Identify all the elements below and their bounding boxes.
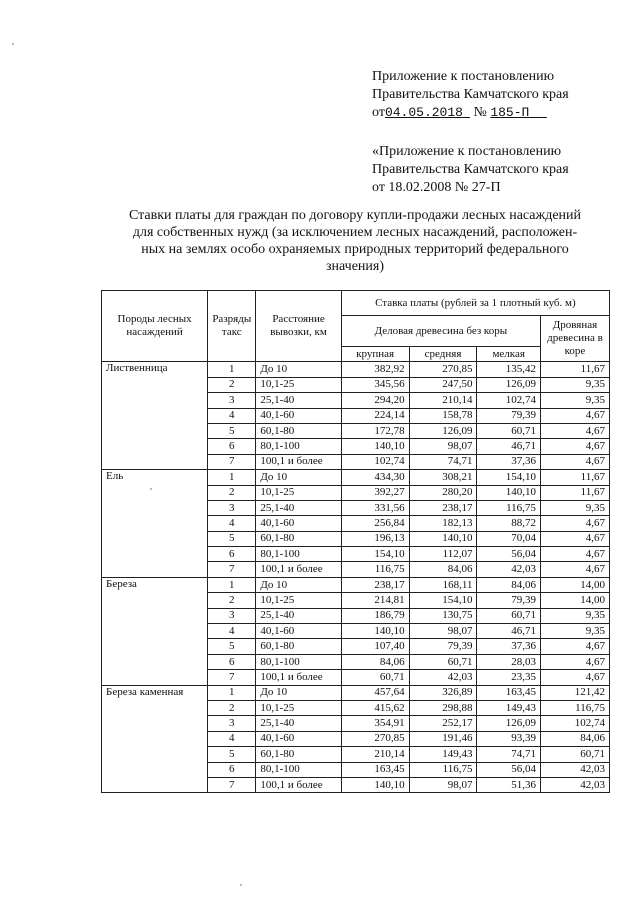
small-rate-cell: 46,71 [477, 624, 540, 639]
firewood-rate-cell: 116,75 [540, 700, 609, 715]
large-rate-cell: 392,27 [341, 485, 409, 500]
from-prefix: от [372, 105, 385, 120]
header-grades: Разряды такс [208, 291, 256, 362]
title-line: для собственных нужд (за исключением лесных насаждений, расположен- [132, 225, 578, 240]
large-rate-cell: 163,45 [341, 762, 409, 777]
firewood-rate-cell: 9,35 [540, 500, 609, 515]
large-rate-cell: 294,20 [341, 393, 409, 408]
medium-rate-cell: 98,07 [409, 439, 477, 454]
header-rate: Ставка платы (рублей за 1 плотный куб. м) [341, 291, 609, 316]
large-rate-cell: 457,64 [341, 685, 409, 700]
distance-cell: До 10 [256, 685, 341, 700]
large-rate-cell: 140,10 [341, 624, 409, 639]
firewood-rate-cell: 9,35 [540, 393, 609, 408]
species-cell: Береза [102, 577, 208, 685]
header-distance: Расстояние вывозки, км [256, 291, 341, 362]
title-line: Ставки платы для граждан по договору купли-продажи лесных насаждений [128, 208, 582, 223]
grade-cell: 7 [208, 670, 256, 685]
small-rate-cell: 154,10 [477, 470, 540, 485]
title-line: ных на землях особо охраняемых природных территорий федерального [141, 242, 569, 257]
large-rate-cell: 172,78 [341, 423, 409, 438]
large-rate-cell: 415,62 [341, 700, 409, 715]
firewood-rate-cell: 4,67 [540, 423, 609, 438]
firewood-rate-cell: 4,67 [540, 439, 609, 454]
species-cell: Лиственница [102, 362, 208, 470]
header-firewood: Дровяная древесина в коре [540, 316, 609, 362]
distance-cell: 60,1-80 [256, 747, 341, 762]
distance-cell: 40,1-60 [256, 624, 341, 639]
small-rate-cell: 60,71 [477, 608, 540, 623]
medium-rate-cell: 298,88 [409, 700, 477, 715]
small-rate-cell: 37,36 [477, 639, 540, 654]
large-rate-cell: 270,85 [341, 731, 409, 746]
large-rate-cell: 214,81 [341, 593, 409, 608]
rates-table [101, 290, 610, 793]
medium-rate-cell: 168,11 [409, 577, 477, 592]
grade-cell: 4 [208, 516, 256, 531]
orig-line-1: «Приложение к постановлению [372, 144, 562, 159]
grade-cell: 5 [208, 747, 256, 762]
firewood-rate-cell: 42,03 [540, 777, 609, 792]
distance-cell: 80,1-100 [256, 439, 341, 454]
large-rate-cell: 84,06 [341, 654, 409, 669]
distance-cell: 25,1-40 [256, 500, 341, 515]
firewood-rate-cell: 121,42 [540, 685, 609, 700]
grade-cell: 7 [208, 777, 256, 792]
medium-rate-cell: 280,20 [409, 485, 477, 500]
large-rate-cell: 331,56 [341, 500, 409, 515]
header-medium: средняя [409, 347, 477, 362]
small-rate-cell: 56,04 [477, 762, 540, 777]
original-appendix-header [372, 143, 569, 197]
grade-cell: 3 [208, 393, 256, 408]
distance-cell: 40,1-60 [256, 731, 341, 746]
distance-cell: 25,1-40 [256, 608, 341, 623]
large-rate-cell: 107,40 [341, 639, 409, 654]
header-small: мелкая [477, 347, 540, 362]
medium-rate-cell: 130,75 [409, 608, 477, 623]
small-rate-cell: 84,06 [477, 577, 540, 592]
firewood-rate-cell: 4,67 [540, 562, 609, 577]
large-rate-cell: 434,30 [341, 470, 409, 485]
distance-cell: 40,1-60 [256, 516, 341, 531]
title-line: значения) [325, 259, 385, 274]
distance-cell: 25,1-40 [256, 393, 341, 408]
small-rate-cell: 28,03 [477, 654, 540, 669]
distance-cell: 10,1-25 [256, 700, 341, 715]
firewood-rate-cell: 84,06 [540, 731, 609, 746]
medium-rate-cell: 60,71 [409, 654, 477, 669]
grade-cell: 5 [208, 639, 256, 654]
medium-rate-cell: 74,71 [409, 454, 477, 469]
species-cell: Ель [102, 470, 208, 578]
small-rate-cell: 140,10 [477, 485, 540, 500]
distance-cell: 100,1 и более [256, 670, 341, 685]
grade-cell: 7 [208, 454, 256, 469]
large-rate-cell: 345,56 [341, 377, 409, 392]
grade-cell: 6 [208, 654, 256, 669]
large-rate-cell: 116,75 [341, 562, 409, 577]
medium-rate-cell: 182,13 [409, 516, 477, 531]
grade-cell: 1 [208, 470, 256, 485]
header-business-wood: Деловая древесина без коры [341, 316, 540, 347]
large-rate-cell: 256,84 [341, 516, 409, 531]
small-rate-cell: 88,72 [477, 516, 540, 531]
grade-cell: 2 [208, 700, 256, 715]
large-rate-cell: 238,17 [341, 577, 409, 592]
resolution-number: 185-П [490, 105, 530, 120]
firewood-rate-cell: 4,67 [540, 639, 609, 654]
appendix-header [372, 68, 569, 122]
small-rate-cell: 93,39 [477, 731, 540, 746]
medium-rate-cell: 158,78 [409, 408, 477, 423]
appendix-line-1: Приложение к постановлению [372, 69, 555, 84]
medium-rate-cell: 238,17 [409, 500, 477, 515]
firewood-rate-cell: 14,00 [540, 593, 609, 608]
small-rate-cell: 149,43 [477, 700, 540, 715]
grade-cell: 1 [208, 685, 256, 700]
grade-cell: 3 [208, 500, 256, 515]
grade-cell: 5 [208, 531, 256, 546]
distance-cell: 25,1-40 [256, 716, 341, 731]
rates-body [102, 362, 610, 793]
firewood-rate-cell: 11,67 [540, 470, 609, 485]
appendix-line-2: Правительства Камчатского края [372, 87, 569, 102]
small-rate-cell: 135,42 [477, 362, 540, 377]
distance-cell: 60,1-80 [256, 639, 341, 654]
grade-cell: 4 [208, 408, 256, 423]
large-rate-cell: 140,10 [341, 439, 409, 454]
table-row [102, 685, 610, 700]
firewood-rate-cell: 102,74 [540, 716, 609, 731]
grade-cell: 6 [208, 439, 256, 454]
medium-rate-cell: 126,09 [409, 423, 477, 438]
species-cell: Береза каменная [102, 685, 208, 793]
large-rate-cell: 354,91 [341, 716, 409, 731]
scan-speck [240, 884, 242, 886]
small-rate-cell: 37,36 [477, 454, 540, 469]
grade-cell: 4 [208, 624, 256, 639]
grade-cell: 4 [208, 731, 256, 746]
firewood-rate-cell: 4,67 [540, 516, 609, 531]
large-rate-cell: 140,10 [341, 777, 409, 792]
medium-rate-cell: 112,07 [409, 547, 477, 562]
medium-rate-cell: 191,46 [409, 731, 477, 746]
grade-cell: 1 [208, 577, 256, 592]
small-rate-cell: 51,36 [477, 777, 540, 792]
firewood-rate-cell: 4,67 [540, 531, 609, 546]
small-rate-cell: 46,71 [477, 439, 540, 454]
large-rate-cell: 210,14 [341, 747, 409, 762]
distance-cell: 100,1 и более [256, 454, 341, 469]
small-rate-cell: 23,35 [477, 670, 540, 685]
large-rate-cell: 154,10 [341, 547, 409, 562]
firewood-rate-cell: 4,67 [540, 654, 609, 669]
distance-cell: 10,1-25 [256, 377, 341, 392]
resolution-date: 04.05.2018 [384, 105, 463, 120]
large-rate-cell: 196,13 [341, 531, 409, 546]
firewood-rate-cell: 60,71 [540, 747, 609, 762]
firewood-rate-cell: 4,67 [540, 547, 609, 562]
distance-cell: До 10 [256, 577, 341, 592]
medium-rate-cell: 270,85 [409, 362, 477, 377]
firewood-rate-cell: 14,00 [540, 577, 609, 592]
medium-rate-cell: 210,14 [409, 393, 477, 408]
distance-cell: 100,1 и более [256, 777, 341, 792]
distance-cell: 10,1-25 [256, 485, 341, 500]
document-title [105, 207, 605, 275]
small-rate-cell: 79,39 [477, 593, 540, 608]
distance-cell: 100,1 и более [256, 562, 341, 577]
medium-rate-cell: 252,17 [409, 716, 477, 731]
number-prefix: № [473, 105, 487, 120]
grade-cell: 7 [208, 562, 256, 577]
firewood-rate-cell: 9,35 [540, 624, 609, 639]
small-rate-cell: 42,03 [477, 562, 540, 577]
distance-cell: 80,1-100 [256, 762, 341, 777]
medium-rate-cell: 247,50 [409, 377, 477, 392]
distance-cell: 80,1-100 [256, 654, 341, 669]
small-rate-cell: 79,39 [477, 408, 540, 423]
medium-rate-cell: 98,07 [409, 777, 477, 792]
small-rate-cell: 74,71 [477, 747, 540, 762]
large-rate-cell: 382,92 [341, 362, 409, 377]
small-rate-cell: 56,04 [477, 547, 540, 562]
header-species: Породы лесных насаждений [102, 291, 208, 362]
small-rate-cell: 60,71 [477, 423, 540, 438]
firewood-rate-cell: 11,67 [540, 362, 609, 377]
grade-cell: 1 [208, 362, 256, 377]
firewood-rate-cell: 4,67 [540, 454, 609, 469]
table-row [102, 470, 610, 485]
distance-cell: 40,1-60 [256, 408, 341, 423]
small-rate-cell: 163,45 [477, 685, 540, 700]
medium-rate-cell: 79,39 [409, 639, 477, 654]
firewood-rate-cell: 4,67 [540, 408, 609, 423]
firewood-rate-cell: 11,67 [540, 485, 609, 500]
grade-cell: 5 [208, 423, 256, 438]
appendix-date-line [372, 104, 569, 122]
medium-rate-cell: 149,43 [409, 747, 477, 762]
grade-cell: 2 [208, 485, 256, 500]
small-rate-cell: 70,04 [477, 531, 540, 546]
distance-cell: 10,1-25 [256, 593, 341, 608]
grade-cell: 2 [208, 593, 256, 608]
medium-rate-cell: 116,75 [409, 762, 477, 777]
medium-rate-cell: 154,10 [409, 593, 477, 608]
distance-cell: 60,1-80 [256, 531, 341, 546]
grade-cell: 3 [208, 716, 256, 731]
scan-speck [150, 488, 152, 490]
firewood-rate-cell: 4,67 [540, 670, 609, 685]
scan-speck [12, 43, 14, 45]
large-rate-cell: 186,79 [341, 608, 409, 623]
orig-line-3: от 18.02.2008 № 27-П [372, 180, 501, 195]
grade-cell: 6 [208, 762, 256, 777]
medium-rate-cell: 326,89 [409, 685, 477, 700]
large-rate-cell: 60,71 [341, 670, 409, 685]
medium-rate-cell: 84,06 [409, 562, 477, 577]
firewood-rate-cell: 9,35 [540, 377, 609, 392]
firewood-rate-cell: 42,03 [540, 762, 609, 777]
table-row [102, 362, 610, 377]
header-large: крупная [341, 347, 409, 362]
small-rate-cell: 126,09 [477, 716, 540, 731]
large-rate-cell: 224,14 [341, 408, 409, 423]
firewood-rate-cell: 9,35 [540, 608, 609, 623]
large-rate-cell: 102,74 [341, 454, 409, 469]
table-row [102, 577, 610, 592]
small-rate-cell: 126,09 [477, 377, 540, 392]
medium-rate-cell: 42,03 [409, 670, 477, 685]
distance-cell: До 10 [256, 470, 341, 485]
distance-cell: До 10 [256, 362, 341, 377]
small-rate-cell: 102,74 [477, 393, 540, 408]
medium-rate-cell: 98,07 [409, 624, 477, 639]
grade-cell: 6 [208, 547, 256, 562]
medium-rate-cell: 140,10 [409, 531, 477, 546]
distance-cell: 60,1-80 [256, 423, 341, 438]
grade-cell: 3 [208, 608, 256, 623]
medium-rate-cell: 308,21 [409, 470, 477, 485]
small-rate-cell: 116,75 [477, 500, 540, 515]
distance-cell: 80,1-100 [256, 547, 341, 562]
orig-line-2: Правительства Камчатского края [372, 162, 569, 177]
grade-cell: 2 [208, 377, 256, 392]
